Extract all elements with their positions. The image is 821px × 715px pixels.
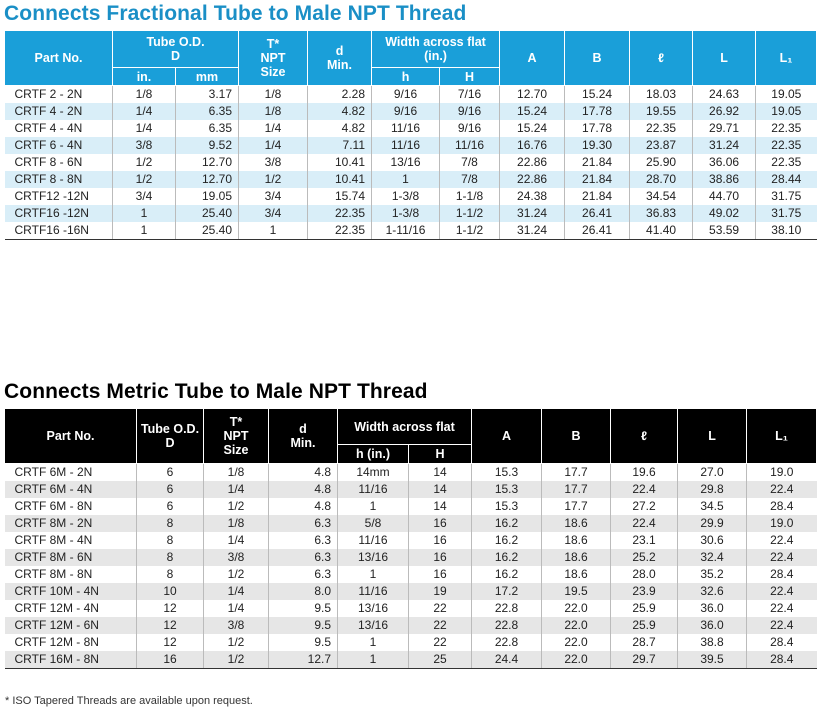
table-cell: 19.30 [565, 137, 630, 154]
table-cell: 44.70 [693, 188, 756, 205]
table-cell: 1/2 [113, 154, 176, 171]
table-cell: CRTF 6 - 4N [5, 137, 113, 154]
table-cell: CRTF 12M - 6N [5, 617, 137, 634]
header-a: A [472, 409, 542, 464]
table-cell: 19.5 [542, 583, 611, 600]
header-d-min: d Min. [308, 31, 372, 86]
table-cell: 28.4 [770, 499, 794, 513]
table-cell: 2.28 [308, 86, 372, 104]
header-tube-od: Tube O.D. D [137, 409, 204, 464]
table-cell: 19.05 [176, 188, 239, 205]
table-cell: 3/8 [204, 617, 269, 634]
table-cell: 17.78 [565, 120, 630, 137]
header-in: in. [113, 68, 176, 86]
table-cell: CRTF 8M - 6N [5, 549, 137, 566]
table-cell: 1 [338, 651, 409, 669]
table-cell: 4.8 [269, 481, 338, 498]
table-cell: 41.40 [630, 222, 693, 240]
table-cell: 16 [409, 566, 472, 583]
header-width-across-flat: Width across flat [338, 409, 472, 445]
table-cell: 38.8 [678, 634, 747, 651]
table-cell: 6.3 [269, 566, 338, 583]
table-row [5, 154, 817, 171]
table-cell: 3.17 [176, 86, 239, 104]
table-cell: 22.4 [770, 601, 794, 615]
table-cell: 6 [137, 481, 204, 498]
table-cell: 29.9 [678, 515, 747, 532]
table-cell: 3/8 [113, 137, 176, 154]
table-cell: 31.24 [500, 222, 565, 240]
table-cell: CRTF 6M - 8N [5, 498, 137, 515]
table-cell: 22.0 [542, 634, 611, 651]
table-cell: 6 [137, 498, 204, 515]
table-cell: 1-1/8 [440, 188, 500, 205]
table-cell: 15.24 [500, 120, 565, 137]
table-cell: 21.84 [565, 188, 630, 205]
table-cell: 1/2 [204, 498, 269, 515]
table-cell: 13/16 [338, 549, 409, 566]
table-cell: 22.0 [542, 617, 611, 634]
table-cell: 12 [137, 600, 204, 617]
header-tube-od: Tube O.D. D [113, 31, 239, 68]
table-cell: 1/4 [239, 137, 308, 154]
table-cell: 1 [113, 205, 176, 222]
table-cell: 19 [409, 583, 472, 600]
metric-table-body [5, 464, 817, 669]
table-cell: 31.75 [771, 189, 802, 203]
table-cell: 8 [137, 515, 204, 532]
header-H: H [409, 445, 472, 464]
table-cell: 25.2 [611, 549, 678, 566]
table-cell: 49.02 [693, 205, 756, 222]
table-cell: 31.24 [693, 137, 756, 154]
table-cell: 16.2 [472, 549, 542, 566]
table-cell: 9.52 [176, 137, 239, 154]
table-cell: 22.4 [611, 481, 678, 498]
table-cell: 18.6 [542, 549, 611, 566]
table-cell: 8 [137, 566, 204, 583]
table-cell: 1/4 [204, 532, 269, 549]
table-cell: CRTF 4 - 4N [5, 120, 113, 137]
table-cell: CRTF 8 - 6N [5, 154, 113, 171]
table-cell: 14mm [338, 464, 409, 482]
table-cell: 15.24 [565, 86, 630, 104]
table-cell: 15.3 [472, 481, 542, 498]
table-cell: 22.4 [747, 549, 817, 566]
table-cell: 4.8 [269, 464, 338, 482]
table-cell: 7/8 [440, 154, 500, 171]
table-cell: 19.05 [771, 87, 802, 101]
table-cell: 9/16 [440, 103, 500, 120]
table-cell: 18.6 [542, 515, 611, 532]
table-cell: 25 [409, 651, 472, 669]
table-cell: 3/8 [204, 549, 269, 566]
header-H: H [440, 68, 500, 86]
table-cell: 1 [338, 634, 409, 651]
table-cell: 4.82 [308, 120, 372, 137]
table-cell: 13/16 [372, 154, 440, 171]
table-cell: CRTF 2 - 2N [5, 86, 113, 104]
table-cell: 9/16 [372, 103, 440, 120]
table-cell: CRTF 16M - 8N [5, 651, 137, 669]
table-row [5, 464, 817, 482]
table-cell: 8.0 [269, 583, 338, 600]
table-cell: 35.2 [678, 566, 747, 583]
table-cell: CRTF16 -12N [5, 205, 113, 222]
table-cell: 11/16 [338, 583, 409, 600]
table-cell: 1/8 [204, 515, 269, 532]
table-cell: CRTF 8M - 8N [5, 566, 137, 583]
fractional-tube-table [4, 30, 817, 240]
table-cell: 12 [137, 634, 204, 651]
table-cell: 34.54 [630, 188, 693, 205]
table-cell: 28.4 [747, 651, 817, 669]
table-cell: 38.10 [756, 222, 817, 240]
table-cell: 22.4 [770, 533, 794, 547]
table-cell: 21.84 [565, 154, 630, 171]
table-cell: 16.2 [472, 532, 542, 549]
table-cell: 1-1/2 [440, 205, 500, 222]
table-cell: 11/16 [372, 137, 440, 154]
table-cell: 1/8 [204, 464, 269, 482]
table-cell: 19.0 [747, 515, 817, 532]
header-l1: L₁ [747, 409, 817, 464]
table-cell: 1/8 [239, 86, 308, 104]
table-cell: 29.71 [693, 120, 756, 137]
table-cell: 14 [409, 498, 472, 515]
table-cell: 22.4 [611, 515, 678, 532]
table-cell: CRTF 4 - 2N [5, 103, 113, 120]
table-cell: CRTF 6M - 4N [5, 481, 137, 498]
table-cell: 1 [372, 171, 440, 188]
header-l: L [678, 409, 747, 464]
table-cell: 19.05 [756, 103, 817, 120]
table-cell: 17.7 [542, 481, 611, 498]
table-cell: CRTF 12M - 4N [5, 600, 137, 617]
table-row [5, 222, 817, 240]
table-cell: 53.59 [693, 222, 756, 240]
table-cell: 22.8 [472, 617, 542, 634]
table-cell: 29.7 [611, 651, 678, 669]
table-cell: 13/16 [338, 617, 409, 634]
table-row [5, 549, 817, 566]
table-cell: 12 [137, 617, 204, 634]
table-cell: 29.8 [678, 481, 747, 498]
table-cell: 22.4 [747, 481, 817, 498]
table-cell: 26.92 [693, 103, 756, 120]
table-cell: 17.7 [542, 464, 611, 482]
table-cell: 36.06 [693, 154, 756, 171]
table-cell: 39.5 [678, 651, 747, 669]
table-cell: 1-1/2 [440, 222, 500, 240]
table-cell: 6 [137, 464, 204, 482]
table-cell: 25.40 [176, 205, 239, 222]
table-cell: 23.1 [611, 532, 678, 549]
table-cell: 6.3 [269, 549, 338, 566]
table-cell: 22.35 [630, 120, 693, 137]
fractional-table-body [5, 86, 817, 240]
table-cell: CRTF16 -16N [5, 222, 113, 240]
table-cell: 1/4 [113, 120, 176, 137]
table-cell: 22.0 [542, 600, 611, 617]
table-row [5, 583, 817, 600]
table-cell: 6.35 [176, 103, 239, 120]
table-cell: 22.35 [771, 155, 802, 169]
table-row [5, 532, 817, 549]
table-cell: 16.2 [472, 566, 542, 583]
table-row [5, 86, 817, 104]
header-a: A [500, 31, 565, 86]
table-cell: 22 [409, 617, 472, 634]
table-cell: 7/16 [440, 86, 500, 104]
table-cell: 18.6 [542, 532, 611, 549]
table-cell: 1/4 [239, 120, 308, 137]
table-cell: 4.82 [308, 103, 372, 120]
table-cell: 6.35 [176, 120, 239, 137]
table-cell: 5/8 [338, 515, 409, 532]
table-cell: 11/16 [440, 137, 500, 154]
table-cell: 15.3 [472, 498, 542, 515]
table-cell: 28.4 [770, 635, 794, 649]
table-cell: CRTF 8M - 4N [5, 532, 137, 549]
table-cell: 12.7 [269, 651, 338, 669]
table-cell: 27.0 [678, 464, 747, 482]
header-part-no: Part No. [5, 31, 113, 86]
table-cell: 22.86 [500, 171, 565, 188]
table-cell: 3/4 [113, 188, 176, 205]
table-cell: 16.76 [500, 137, 565, 154]
table-cell: 1/4 [204, 481, 269, 498]
table-cell: 14 [409, 464, 472, 482]
table-cell: 9.5 [269, 617, 338, 634]
table-cell: CRTF12 -12N [5, 188, 113, 205]
footnote: * ISO Tapered Threads are available upon request. [5, 695, 253, 707]
table-cell: 3/8 [239, 154, 308, 171]
header-width-across-flat: Width across flat (in.) [372, 31, 500, 68]
table-cell: 1 [239, 222, 308, 240]
table-row [5, 103, 817, 120]
table-cell: 25.40 [176, 222, 239, 240]
table-cell: 18.03 [630, 86, 693, 104]
table-cell: 1/4 [204, 600, 269, 617]
table-cell: 22.4 [747, 617, 817, 634]
table-cell: CRTF 8 - 8N [5, 171, 113, 188]
table-cell: 26.41 [565, 222, 630, 240]
table-cell: 11/16 [338, 532, 409, 549]
table-cell: 24.4 [472, 651, 542, 669]
table-cell: 12.70 [176, 154, 239, 171]
table-cell: 22 [409, 634, 472, 651]
table-cell: 9.5 [269, 634, 338, 651]
header-b: B [542, 409, 611, 464]
table-cell: 11/16 [338, 481, 409, 498]
table-cell: 1/8 [239, 103, 308, 120]
table-row [5, 617, 817, 634]
table-cell: 1-3/8 [372, 188, 440, 205]
table-cell: 1-3/8 [372, 205, 440, 222]
table-cell: 3/4 [239, 188, 308, 205]
header-l: L [693, 31, 756, 86]
table-cell: 22.8 [472, 600, 542, 617]
table-cell: 23.9 [611, 583, 678, 600]
table-cell: 22.0 [542, 651, 611, 669]
table-cell: 16 [409, 549, 472, 566]
header-mm: mm [176, 68, 239, 86]
fractional-table-title: Connects Fractional Tube to Male NPT Thread [4, 2, 467, 25]
table-cell: 22.35 [771, 121, 802, 135]
table-cell: 1/4 [204, 583, 269, 600]
header-ell: ℓ [611, 409, 678, 464]
table-cell: 34.5 [678, 498, 747, 515]
table-row [5, 498, 817, 515]
table-cell: 3/4 [239, 205, 308, 222]
table-row [5, 481, 817, 498]
table-cell: 1/2 [204, 634, 269, 651]
header-l1: L₁ [756, 31, 817, 86]
table-cell: 16 [409, 515, 472, 532]
table-cell: 22.8 [472, 634, 542, 651]
table-cell: 1-11/16 [372, 222, 440, 240]
table-cell: 22.86 [500, 154, 565, 171]
table-cell: 36.0 [678, 600, 747, 617]
table-cell: 19.0 [770, 465, 794, 479]
table-cell: 14 [409, 481, 472, 498]
table-cell: 28.0 [611, 566, 678, 583]
table-cell: 15.74 [308, 188, 372, 205]
table-cell: 22 [409, 600, 472, 617]
table-row [5, 515, 817, 532]
table-cell: 1/4 [113, 103, 176, 120]
table-cell: 22.35 [756, 137, 817, 154]
table-row [5, 566, 817, 583]
table-cell: 26.41 [565, 205, 630, 222]
table-cell: 1/2 [239, 171, 308, 188]
table-cell: CRTF 12M - 8N [5, 634, 137, 651]
header-npt-size: T* NPT Size [204, 409, 269, 464]
table-cell: 31.75 [756, 205, 817, 222]
table-cell: 1 [338, 566, 409, 583]
table-cell: 28.4 [770, 567, 794, 581]
table-cell: 19.6 [611, 464, 678, 482]
table-cell: 28.70 [630, 171, 693, 188]
table-row [5, 188, 817, 205]
table-cell: 28.7 [611, 634, 678, 651]
table-cell: 23.87 [630, 137, 693, 154]
table-cell: 17.7 [542, 498, 611, 515]
table-cell: 25.9 [611, 600, 678, 617]
table-cell: 24.63 [693, 86, 756, 104]
table-row [5, 651, 817, 669]
table-row [5, 171, 817, 188]
table-cell: 13/16 [338, 600, 409, 617]
metric-table-title: Connects Metric Tube to Male NPT Thread [4, 380, 428, 403]
table-cell: 32.6 [678, 583, 747, 600]
table-cell: 15.3 [472, 464, 542, 482]
table-cell: 11/16 [372, 120, 440, 137]
table-cell: 18.6 [542, 566, 611, 583]
table-cell: CRTF 6M - 2N [5, 464, 137, 482]
metric-tube-table [4, 408, 817, 669]
table-cell: 9.5 [269, 600, 338, 617]
table-cell: 25.90 [630, 154, 693, 171]
table-cell: CRTF 10M - 4N [5, 583, 137, 600]
table-cell: 27.2 [611, 498, 678, 515]
table-cell: 17.78 [565, 103, 630, 120]
table-cell: 1/2 [204, 651, 269, 669]
table-cell: 1 [338, 498, 409, 515]
table-cell: 17.2 [472, 583, 542, 600]
header-b: B [565, 31, 630, 86]
table-cell: 22.4 [747, 583, 817, 600]
table-cell: 10.41 [308, 154, 372, 171]
header-ell: ℓ [630, 31, 693, 86]
header-npt-size: T* NPT Size [239, 31, 308, 86]
table-cell: 1/2 [113, 171, 176, 188]
table-cell: 9/16 [440, 120, 500, 137]
table-cell: 1/2 [204, 566, 269, 583]
table-cell: 1/8 [113, 86, 176, 104]
header-d-min: d Min. [269, 409, 338, 464]
table-cell: 36.0 [678, 617, 747, 634]
table-cell: 12.70 [176, 171, 239, 188]
table-row [5, 137, 817, 154]
table-row [5, 600, 817, 617]
header-h: h [372, 68, 440, 86]
table-cell: 6.3 [269, 532, 338, 549]
table-row [5, 205, 817, 222]
table-cell: 12.70 [500, 86, 565, 104]
table-cell: 28.44 [756, 171, 817, 188]
table-cell: 16 [409, 532, 472, 549]
table-cell: 24.38 [500, 188, 565, 205]
table-cell: 16 [137, 651, 204, 669]
table-cell: 21.84 [565, 171, 630, 188]
header-h-in: h (in.) [338, 445, 409, 464]
table-cell: 32.4 [678, 549, 747, 566]
table-cell: 9/16 [372, 86, 440, 104]
table-cell: 22.35 [308, 205, 372, 222]
table-cell: 30.6 [678, 532, 747, 549]
table-row [5, 634, 817, 651]
table-cell: 6.3 [269, 515, 338, 532]
table-row [5, 120, 817, 137]
table-cell: 22.35 [308, 222, 372, 240]
table-cell: 8 [137, 549, 204, 566]
table-cell: 4.8 [269, 498, 338, 515]
table-cell: 19.55 [630, 103, 693, 120]
table-cell: 15.24 [500, 103, 565, 120]
table-cell: 25.9 [611, 617, 678, 634]
table-cell: 8 [137, 532, 204, 549]
table-cell: 38.86 [693, 171, 756, 188]
table-cell: 1 [113, 222, 176, 240]
table-cell: 7/8 [440, 171, 500, 188]
table-cell: 36.83 [630, 205, 693, 222]
table-cell: CRTF 8M - 2N [5, 515, 137, 532]
table-cell: 10.41 [308, 171, 372, 188]
header-part-no: Part No. [5, 409, 137, 464]
table-cell: 16.2 [472, 515, 542, 532]
table-cell: 10 [137, 583, 204, 600]
table-cell: 31.24 [500, 205, 565, 222]
table-cell: 7.11 [308, 137, 372, 154]
